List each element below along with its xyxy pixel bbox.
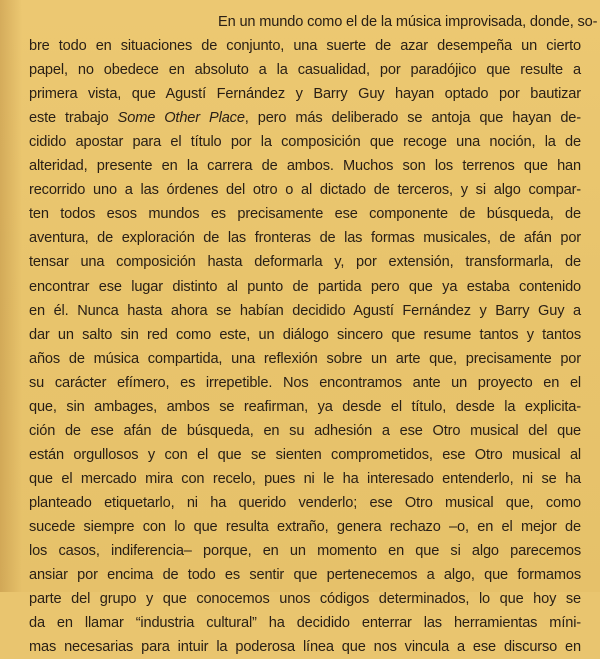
- text-line: planteado etiquetarlo, ni ha querido venderlo; ese Otro musical que, como: [29, 494, 581, 511]
- body-text: [29, 10, 598, 659]
- text-line: recorrido uno a las órdenes del otro o al dictado de terceros, y si algo compar-: [29, 182, 581, 199]
- text-line: ansiar por encima de todo es sentir que pertenecemos a algo, que formamos: [29, 567, 581, 584]
- text-line: su carácter efímero, es irrepetible. Nos encontramos ante un proyecto en el: [29, 374, 581, 391]
- text-line: alteridad, presente en la carrera de ambos. Muchos son los terrenos que han: [29, 158, 581, 175]
- text-line: dar un salto sin red como este, un diálogo sincero que resume tantos y tantos: [29, 326, 581, 343]
- text-line: están orgullosos y con el que se sienten comprometidos, ese Otro musical al: [29, 446, 581, 463]
- text-line: primera vista, que Agustí Fernández y Barry Guy hayan optado por bautizar: [29, 86, 581, 103]
- text-line: que el mercado mira con recelo, pues ni le ha interesado entenderlo, ni se ha: [29, 470, 581, 487]
- text-line: los casos, indiferencia– porque, en un momento en que si algo parecemos: [29, 543, 581, 560]
- text-line: cidido apostar para el título por la composición que recoge una noción, la de: [29, 134, 581, 151]
- text-line: que, sin ambages, ambos se reafirman, ya desde el título, desde la explicita-: [29, 398, 581, 415]
- text-line: parte del grupo y que conocemos unos códigos determinados, lo que hoy se: [29, 591, 581, 608]
- text-line: en él. Nunca hasta ahora se habían decidido Agustí Fernández y Barry Guy a: [29, 302, 581, 319]
- text-line: sucede siempre con lo que resulta extraño, genera rechazo –o, en el mejor de: [29, 518, 581, 535]
- text-line: En un mundo como el de la música improvisada, donde, so-: [218, 14, 598, 30]
- text-line: da en llamar “industria cultural” ha decidido enterrar las herramientas míni-: [29, 615, 581, 632]
- text-line: ten todos esos mundos es precisamente ese componente de búsqueda, de: [29, 206, 581, 223]
- text-line: mas necesarias para intuir la poderosa línea que nos vincula a ese discurso en: [29, 639, 581, 656]
- text-line: años de música compartida, una reflexión sobre un arte que, precisamente por: [29, 350, 581, 367]
- text-segment: , pero más deliberado se antoja que hayan de-: [244, 110, 581, 127]
- album-title: Some Other Place: [117, 110, 245, 127]
- text-line-with-title: [29, 106, 581, 130]
- text-line: bre todo en situaciones de conjunto, una suerte de azar desempeña un cierto: [29, 38, 581, 55]
- text-line: papel, no obedece en absoluto a la casualidad, por paradójico que resulte a: [29, 62, 581, 79]
- text-line: tensar una composición hasta deformarla y, por extensión, transformarla, de: [29, 254, 581, 271]
- text-line: ción de ese afán de búsqueda, en su adhesión a ese Otro musical del que: [29, 422, 581, 439]
- text-segment: este trabajo: [29, 110, 118, 127]
- text-line: encontrar ese lugar distinto al punto de partida pero que ya estaba contenido: [29, 278, 581, 295]
- page-edge-shadow: [0, 0, 22, 592]
- text-line: aventura, de exploración de las fronteras de las formas musicales, de afán por: [29, 230, 581, 247]
